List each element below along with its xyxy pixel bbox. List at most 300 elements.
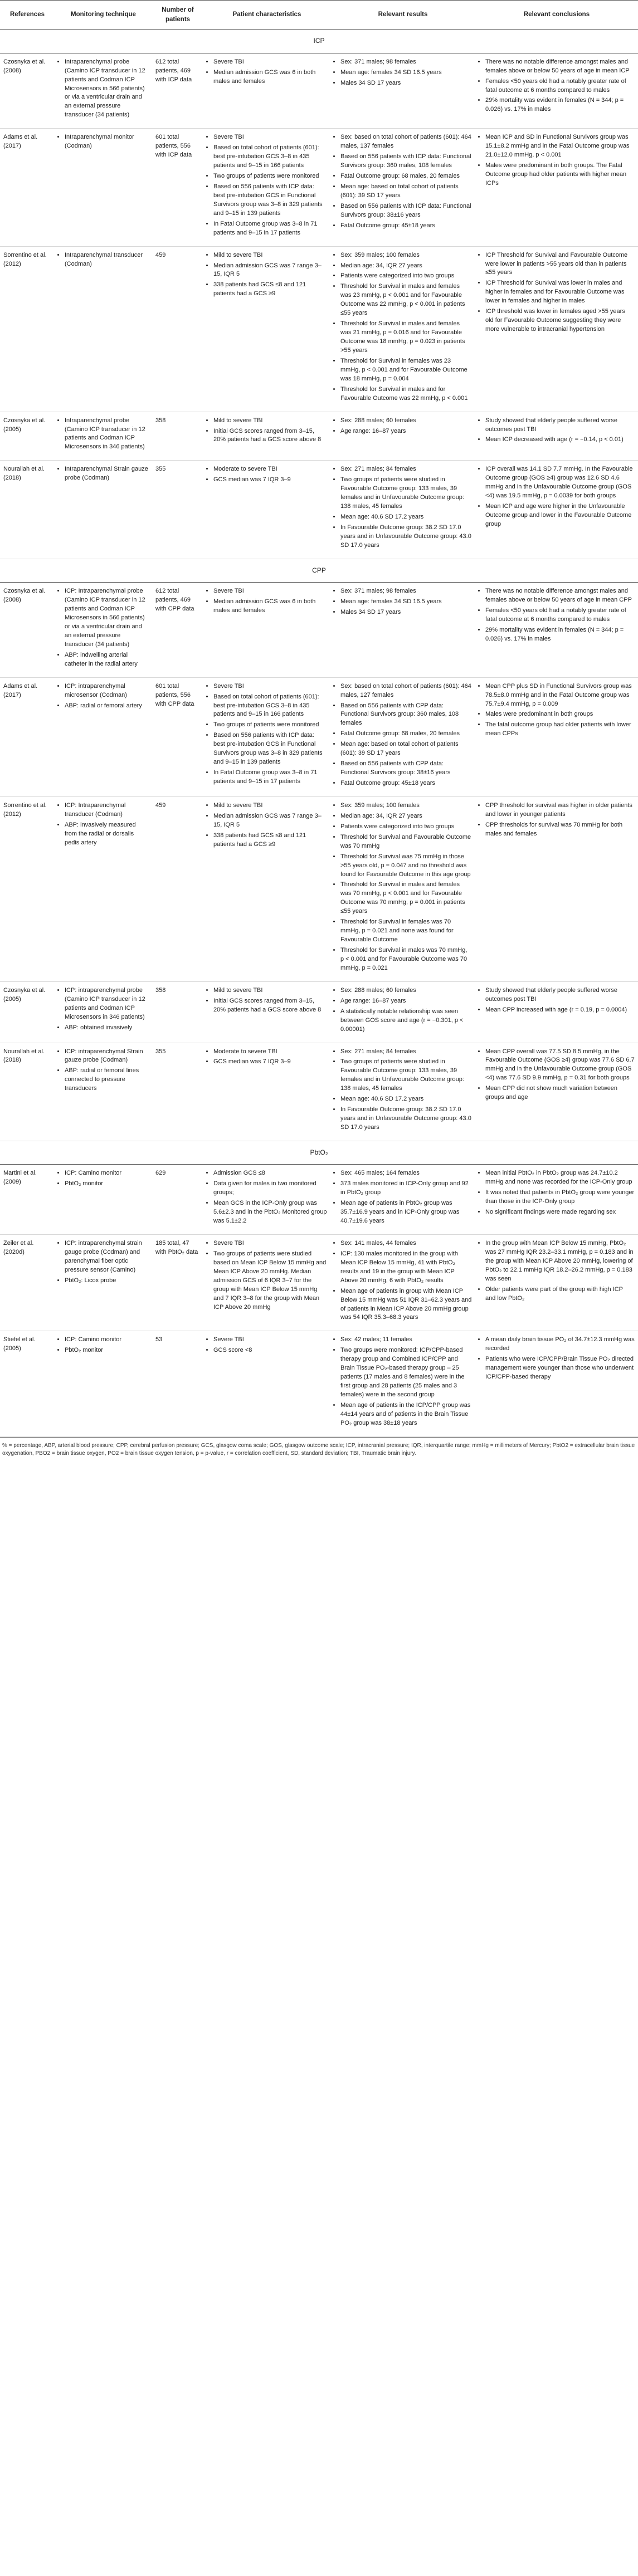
characteristic-item: • GCS median was 7 IQR 3–9 [213,476,327,485]
conclusion-item: • Mean CPP did not show much variation between groups and age [485,1084,635,1102]
characteristic-item: • Two groups of patients were studied based on Mean ICP Below 15 mmHg and Mean ICP Above 20 mmHg. Median admission GCS of 6 IQR 3–7 for the group with Mean ICP Below 15 mmHg and 7 IQR 3–8 for the group with Mean ICP Above 20 mmHg [213,1250,327,1312]
table-row [0,583,638,677]
reference-cell: Sorrentino et al. (2012) [0,796,55,981]
result-list [334,58,472,88]
conclusions-cell [475,53,638,129]
reference-cell: Zeiler et al. (2020d) [0,1234,55,1331]
conclusion-item: • CPP thresholds for survival was 70 mmHg for both males and females [485,821,635,839]
result-item: • Mean age: 40.6 SD 17.2 years [340,1095,472,1104]
technique-list [58,251,149,269]
result-item: • Males 34 SD 17 years [340,608,472,617]
table-row [0,53,638,129]
characteristic-list [207,417,327,445]
characteristic-item: • Data given for males in two monitored groups; [213,1180,327,1197]
conclusions-cell [475,1043,638,1141]
results-cell [330,246,475,412]
table-row [0,461,638,559]
patient-count-cell: 601 total patients, 556 with CPP data [152,677,203,796]
conclusion-item: • The fatal outcome group had older patients with lower mean CPPs [485,721,635,739]
table-body [0,30,638,1436]
conclusion-item: • In the group with Mean ICP Below 15 mmHg, PbtO₂ was 27 mmHg IQR 23.2–33.1 mmHg, p = 0.183 and in the group with Mean ICP Above 20 mmHg, lowering of PbtO₂ to 22.1 mmHg IQR 18.2–26.2 mmHg, p = 0.183 was seen [485,1239,635,1284]
conclusion-list [479,587,635,644]
results-cell [330,129,475,246]
reference-cell: Stiefel et al. (2005) [0,1331,55,1436]
characteristic-item: • Severe TBI [213,133,327,142]
characteristics-cell [203,461,330,559]
result-item: • A statistically notable relationship was seen between GOS score and age (r = −0.301, p < 0.00001) [340,1008,472,1034]
characteristics-cell [203,677,330,796]
conclusion-list [479,801,635,839]
result-list [334,1239,472,1322]
technique-item: • ABP: invasively measured from the radial or dorsalis pedis artery [65,821,149,848]
conclusions-cell [475,796,638,981]
conclusion-item: • CPP threshold for survival was higher in older patients and lower in younger patients [485,801,635,819]
characteristic-item: • Admission GCS ≤8 [213,1169,327,1178]
table-row [0,1165,638,1235]
result-item: • Mean age of patients in the ICP/CPP group was 44±14 years and of patients in the Brain Tissue PO₂ group was 38±18 years [340,1401,472,1428]
technique-list [58,1048,149,1094]
result-item: • Mean age of patients in PbtO₂ group was 35.7±16.9 years and in ICP-Only group was 40.7±19.6 years [340,1199,472,1226]
results-cell [330,53,475,129]
technique-list [58,1169,149,1189]
result-item: • Two groups were monitored: ICP/CPP-based therapy group and Combined ICP/CPP and Brain Tissue PO₂-based therapy group – 25 patients (17 males and 8 females) were in the first group and 28 patients (25 males and 3 females) were in the second group [340,1346,472,1400]
characteristics-cell [203,1043,330,1141]
technique-cell [55,53,152,129]
technique-cell [55,796,152,981]
technique-cell [55,461,152,559]
characteristic-item: • Median admission GCS was 6 in both males and females [213,598,327,615]
result-item: • Patients were categorized into two groups [340,272,472,281]
reference-cell: Czosnyka et al. (2005) [0,412,55,461]
technique-item: • ABP: indwelling arterial catheter in the radial artery [65,651,149,669]
characteristic-item: • Based on total cohort of patients (601): best pre-intubation GCS 3–8 in 435 patients and 9–15 in 166 patients [213,144,327,170]
conclusion-item: • Patients who were ICP/CPP/Brain Tissue PO₂ directed management were younger than those who underwent ICP/CPP-based therapy [485,1355,635,1382]
result-item: • Sex: 371 males; 98 females [340,58,472,67]
conclusion-list [479,986,635,1015]
technique-item: • ICP: intraparenchymal Strain gauze probe (Codman) [65,1048,149,1065]
characteristics-cell [203,583,330,677]
result-list [334,465,472,550]
result-item: • Mean age: based on total cohort of patients (601): 39 SD 17 years [340,183,472,201]
result-item: • Sex: 141 males, 44 females [340,1239,472,1248]
characteristics-cell [203,1331,330,1436]
conclusion-item: • ICP Threshold for Survival was lower in males and higher in females and for Favourable Outcome was lower in females and higher in males [485,279,635,306]
result-item: • Threshold for Survival in females was 70 mmHg, p = 0.021 and none was found for Favourable Outcome [340,918,472,945]
conclusion-item: • Females <50 years old had a notably greater rate of fatal outcome at 6 months compared to males [485,607,635,624]
column-header: References [0,1,55,30]
technique-list [58,1336,149,1355]
characteristics-cell [203,246,330,412]
characteristic-item: • Two groups of patients were monitored [213,721,327,730]
result-item: • Sex: 42 males; 11 females [340,1336,472,1345]
characteristic-item: • Mean GCS in the ICP-Only group was 5.6±2.3 and in the PbtO₂ Monitored group was 5.1±2.2 [213,1199,327,1226]
technique-cell [55,1165,152,1235]
patient-count-cell: 459 [152,796,203,981]
table-row [0,1331,638,1436]
conclusion-item: • No significant findings were made regarding sex [485,1208,635,1217]
conclusion-list [479,251,635,334]
result-list [334,587,472,617]
conclusion-item: • Males were predominant in both groups. The Fatal Outcome group had older patients with higher mean ICPs [485,162,635,188]
results-cell [330,1043,475,1141]
technique-list [58,587,149,668]
reference-cell: Martini et al. (2009) [0,1165,55,1235]
results-cell [330,981,475,1043]
technique-cell [55,677,152,796]
result-item: • Threshold for Survival and Favourable Outcome was 70 mmHg [340,833,472,851]
conclusion-item: • ICP threshold was lower in females aged >55 years old for Favourable Outcome suggesting they were more vulnerable to intracranial hypertension [485,307,635,334]
technique-item: • ICP: Camino monitor [65,1336,149,1345]
characteristic-list [207,587,327,615]
patient-count-cell: 355 [152,461,203,559]
characteristic-item: • Severe TBI [213,58,327,67]
results-cell [330,1165,475,1235]
result-item: • Threshold for Survival in males and females was 23 mmHg, p < 0.001 and for Favourable Outcome was 22 mmHg, p < 0.001 in patients ≤55 years [340,282,472,318]
technique-cell [55,981,152,1043]
result-item: • Threshold for Survival in males and females was 70 mmHg, p < 0.001 and for Favourable Outcome was 70 mmHg, p = 0.001 in patients ≤55 years [340,881,472,916]
conclusion-item: • Females <50 years old had a notably greater rate of fatal outcome at 6 months compared to males [485,77,635,95]
conclusion-list [479,1048,635,1103]
reference-cell: Adams et al. (2017) [0,129,55,246]
technique-list [58,986,149,1033]
result-item: • Threshold for Survival in males and females was 21 mmHg, p = 0.016 and for Favourable Outcome was 18 mmHg, p = 0.023 in patients >55 years [340,320,472,355]
patient-count-cell: 53 [152,1331,203,1436]
characteristic-list [207,801,327,849]
result-item: • ICP: 130 males monitored in the group with Mean ICP Below 15 mmHg, 41 with PbtO₂ results and 19 in the group with Mean ICP Above 20 mmHg, 6 with PbtO₂ results [340,1250,472,1285]
result-item: • In Favourable Outcome group: 38.2 SD 17.0 years and in Unfavourable Outcome group: 43.0 SD 17.0 years [340,1106,472,1132]
technique-item: • ICP: intraparenchymal strain gauge probe (Codman) and parenchymal fiber optic pressure sensor (Camino) [65,1239,149,1275]
results-cell [330,583,475,677]
result-item: • Threshold for Survival in males and for Favourable Outcome was 22 mmHg, p < 0.001 [340,385,472,403]
characteristic-item: • Based on total cohort of patients (601): best pre-intubation GCS 3–8 in 435 patients and 9–15 in 166 patients [213,693,327,720]
table-row [0,677,638,796]
characteristic-item: • Initial GCS scores ranged from 3–15, 20% patients had a GCS score above 8 [213,997,327,1015]
patient-count-cell: 601 total patients, 556 with ICP data [152,129,203,246]
results-cell [330,677,475,796]
technique-cell [55,1234,152,1331]
characteristic-item: • Severe TBI [213,682,327,691]
header-row [0,1,638,30]
conclusion-item: • Mean CPP plus SD in Functional Survivors group was 78.5±8.0 mmHg and in the Fatal Outcome group was 75.7±9.4 mmHg, p = 0.009 [485,682,635,709]
conclusions-cell [475,981,638,1043]
result-item: • Fatal Outcome group: 45±18 years [340,222,472,231]
characteristic-item: • Severe TBI [213,587,327,596]
technique-list [58,58,149,120]
technique-cell [55,1331,152,1436]
technique-list [58,133,149,151]
characteristic-item: • Mild to severe TBI [213,801,327,810]
column-header: Monitoring technique [55,1,152,30]
conclusions-cell [475,677,638,796]
table-footnote: % = percentage, ABP, arterial blood pressure; CPP, cerebral perfusion pressure; GCS, glasgow coma scale; GOS, glasgow outcome scale; ICP, intracranial pressure; IQR, interquartile range; mmHg = millimeters of Mercury; PbtO2 = extracellular brain tissue oxygenation, PBO2 = brain tissue oxygen, PO2 = brain tissue oxygen tension, p = p-value, r = correlation coefficient, SD, standard deviation; TBI, Traumatic brain injury. [0,1437,638,1463]
result-item: • Median age: 34, IQR 27 years [340,262,472,271]
result-item: • In Favourable Outcome group: 38.2 SD 17.0 years and in Unfavourable Outcome group: 43.0 SD 17.0 years [340,524,472,550]
characteristic-item: • Moderate to severe TBI [213,465,327,474]
column-header: Relevant conclusions [475,1,638,30]
characteristic-list [207,1048,327,1067]
result-item: • Sex: 271 males; 84 females [340,1048,472,1057]
result-item: • Mean age: 40.6 SD 17.2 years [340,513,472,522]
result-item: • Age range: 16–87 years [340,427,472,436]
result-item: • Mean age: based on total cohort of patients (601): 39 SD 17 years [340,740,472,758]
result-item: • Threshold for Survival in males was 70 mmHg, p < 0.001 and for Favourable Outcome was 70 mmHg, p = 0.021 [340,946,472,973]
characteristic-list [207,682,327,786]
column-header: Relevant results [330,1,475,30]
result-list [334,1336,472,1428]
technique-item: • ICP: Intraparenchymal probe (Camino ICP transducer in 12 patients and Codman ICP Microsensors in 566 patients) or via a ventricular drain and an external pressure transducer (34 patients) [65,587,149,649]
section-row [0,30,638,53]
conclusion-item: • Mean CPP overall was 77.5 SD 8.5 mmHg, in the Favourable Outcome (GOS ≥4) group was 77.6 SD 6.7 mmHg and in the Unfavourable Outcome group (GOS <4) was 77.6 SD 9.9 mmHg, p = 0.31 for both groups [485,1048,635,1083]
characteristics-cell [203,129,330,246]
section-row [0,1141,638,1164]
result-item: • Two groups of patients were studied in Favourable Outcome group: 133 males, 39 females and in Unfavourable Outcome group: 138 males, 45 females [340,476,472,511]
technique-item: • PbtO₂: Licox probe [65,1277,149,1285]
result-item: • 373 males monitored in ICP-Only group and 92 in PbtO₂ group [340,1180,472,1197]
conclusion-item: • There was no notable difference amongst males and females above or below 50 years of age in mean ICP [485,58,635,76]
result-item: • Sex: 288 males; 60 females [340,986,472,995]
characteristic-item: • Severe TBI [213,1336,327,1345]
conclusions-cell [475,583,638,677]
characteristic-list [207,986,327,1015]
technique-list [58,465,149,483]
technique-item: • ICP: Camino monitor [65,1169,149,1178]
technique-item: • ICP: Intraparenchymal transducer (Codman) [65,801,149,819]
result-item: • Threshold for Survival in females was 23 mmHg, p < 0.001 and for Favourable Outcome was 18 mmHg, p = 0.004 [340,357,472,384]
characteristic-item: • Mild to severe TBI [213,986,327,995]
characteristic-list [207,1239,327,1312]
characteristic-list [207,1336,327,1355]
conclusion-list [479,133,635,188]
result-item: • Sex: based on total cohort of patients (601): 464 males, 127 females [340,682,472,700]
result-item: • Mean age: females 34 SD 16.5 years [340,69,472,77]
result-item: • Based on 556 patients with CPP data: Functional Survivors group: 360 males, 108 females [340,702,472,729]
characteristic-item: • In Fatal Outcome group was 3–8 in 71 patients and 9–15 in 17 patients [213,220,327,238]
characteristics-cell [203,1234,330,1331]
technique-list [58,417,149,452]
result-list [334,986,472,1034]
characteristic-item: • Initial GCS scores ranged from 3–15, 20% patients had a GCS score above 8 [213,427,327,445]
patient-count-cell: 185 total, 47 with PbtO₂ data [152,1234,203,1331]
patient-count-cell: 358 [152,981,203,1043]
characteristic-list [207,251,327,299]
characteristic-item: • Two groups of patients were monitored [213,172,327,181]
result-item: • Fatal Outcome group: 68 males, 20 females [340,730,472,739]
result-item: • Mean age of patients in group with Mean ICP Below 15 mmHg was 51 IQR 31–62.3 years and of patients in Mean ICP Above 20 mmHg group was 54 IQR 35.3–68.3 years [340,1287,472,1323]
conclusion-item: • A mean daily brain tissue PO₂ of 34.7±12.3 mmHg was recorded [485,1336,635,1353]
result-item: • Two groups of patients were studied in Favourable Outcome group: 133 males, 39 females and in Unfavourable Outcome group: 138 males, 45 females [340,1058,472,1093]
section-title: ICP [0,30,638,53]
result-item: • Sex: 288 males; 60 females [340,417,472,426]
conclusions-cell [475,1165,638,1235]
result-item: • Based on 556 patients with CPP data: Functional Survivors group: 38±16 years [340,760,472,778]
technique-cell [55,246,152,412]
characteristic-item: • Mild to severe TBI [213,251,327,260]
conclusions-cell [475,1234,638,1331]
table-header [0,1,638,30]
conclusion-item: • Study showed that elderly people suffered worse outcomes post TBI [485,986,635,1004]
conclusion-item: • Older patients were part of the group with high ICP and low PbtO₂ [485,1285,635,1303]
conclusion-item: • Mean ICP and SD in Functional Survivors group was 15.1±8.2 mmHg and in the Fatal Outcome group was 21.0±12.0 mmHg, p < 0.001 [485,133,635,160]
results-cell [330,1234,475,1331]
result-item: • Sex: 271 males; 84 females [340,465,472,474]
characteristics-cell [203,53,330,129]
technique-item: • ICP: intraparenchymal probe (Camino ICP transducer in 12 patients and Codman ICP Microsensors in 346 patients) [65,986,149,1022]
patient-count-cell: 612 total patients, 469 with CPP data [152,583,203,677]
conclusion-item: • ICP Threshold for Survival and Favourable Outcome were lower in patients >55 years old than in patients ≤55 years [485,251,635,278]
result-item: • Sex: 359 males; 100 females [340,251,472,260]
technique-cell [55,412,152,461]
technique-item: • Intraparenchymal monitor (Codman) [65,133,149,151]
characteristic-item: • GCS score <8 [213,1346,327,1355]
table-row [0,129,638,246]
characteristic-item: • Median admission GCS was 6 in both males and females [213,69,327,86]
result-item: • Mean age: females 34 SD 16.5 years [340,598,472,607]
reference-cell: Czosnyka et al. (2008) [0,53,55,129]
technique-item: • ABP: radial or femoral lines connected to pressure transducers [65,1067,149,1093]
characteristic-item: • 338 patients had GCS ≤8 and 121 patients had a GCS ≥9 [213,832,327,849]
result-item: • Fatal Outcome group: 45±18 years [340,779,472,788]
characteristic-item: • Median admission GCS was 7 range 3–15, IQR 5 [213,812,327,830]
section-title: PbtO₂ [0,1141,638,1164]
conclusion-item: • Mean ICP and age were higher in the Unfavourable Outcome group and lower in the Favourable Outcome group [485,502,635,529]
conclusion-item: • Mean initial PbtO₂ in PbtO₂ group was 24.7±10.2 mmHg and none was recorded for the ICP-Only group [485,1169,635,1187]
characteristic-item: • Median admission GCS was 7 range 3–15, IQR 5 [213,262,327,280]
technique-item: • Intraparenchymal transducer (Codman) [65,251,149,269]
result-list [334,801,472,973]
conclusion-list [479,58,635,115]
results-cell [330,796,475,981]
characteristics-cell [203,1165,330,1235]
section-title: CPP [0,559,638,582]
result-item: • Sex: 371 males; 98 females [340,587,472,596]
technique-item: • ICP: intraparenchymal microsensor (Codman) [65,682,149,700]
results-cell [330,412,475,461]
conclusion-item: • Study showed that elderly people suffered worse outcomes post TBI [485,417,635,434]
technique-list [58,682,149,711]
characteristic-item: • Moderate to severe TBI [213,1048,327,1057]
column-header: Patient characteristics [203,1,330,30]
conclusions-cell [475,461,638,559]
reference-cell: Sorrentino et al. (2012) [0,246,55,412]
technique-item: • Intraparenchymal probe (Camino ICP transducer in 12 patients and Codman ICP Microsensors in 566 patients) or via a ventricular drain and an external pressure transducer (34 patients) [65,58,149,120]
characteristic-list [207,1169,327,1226]
patient-count-cell: 355 [152,1043,203,1141]
table-row [0,796,638,981]
result-item: • Fatal Outcome group: 68 males, 20 females [340,172,472,181]
characteristic-list [207,133,327,237]
technique-item: • Intraparenchymal probe (Camino ICP transducer in 12 patients and Codman ICP Microsensors in 346 patients) [65,417,149,452]
result-item: • Sex: based on total cohort of patients (601): 464 males, 137 females [340,133,472,151]
characteristics-cell [203,796,330,981]
conclusions-cell [475,129,638,246]
conclusion-list [479,465,635,529]
conclusion-list [479,1239,635,1303]
table-row [0,981,638,1043]
result-item: • Based on 556 patients with ICP data: Functional Survivors group: 38±16 years [340,202,472,220]
result-item: • Threshold for Survival was 75 mmHg in those >55 years old, p = 0.047 and no threshold was found for Favourable Outcome in this age group [340,853,472,879]
table-row [0,412,638,461]
characteristic-item: • Based on 556 patients with ICP data: best pre-intubation GCS in Functional Survivors group was 3–8 in 329 patients and 9–15 in 139 patients [213,183,327,218]
conclusion-item: • ICP overall was 14.1 SD 7.7 mmHg. In the Favourable Outcome group (GOS ≥4) group was 12.6 SD 4.6 mmHg and in the Unfavourable Outcome group (GOS <4) was 19.5 mmHg, p = 0.0039 for both groups [485,465,635,501]
conclusions-cell [475,412,638,461]
characteristic-item: • In Fatal Outcome group was 3–8 in 71 patients and 9–15 in 17 patients [213,769,327,786]
characteristics-cell [203,412,330,461]
result-item: • Patients were categorized into two groups [340,823,472,832]
conclusions-cell [475,246,638,412]
reference-cell: Adams et al. (2017) [0,677,55,796]
conclusion-item: • It was noted that patients in PbtO₂ group were younger than those in the ICP-Only group [485,1189,635,1206]
reference-cell: Nourallah et al. (2018) [0,1043,55,1141]
characteristic-item: • GCS median was 7 IQR 3–9 [213,1058,327,1067]
conclusion-item: • Mean CPP increased with age (r = 0.19, p = 0.0004) [485,1006,635,1015]
reference-cell: Nourallah et al. (2018) [0,461,55,559]
technique-cell [55,1043,152,1141]
conclusion-list [479,682,635,739]
table-row [0,1234,638,1331]
result-list [334,251,472,403]
conclusion-item: • 29% mortality was evident in females (N = 344; p = 0.026) vs. 17% in males [485,626,635,644]
table-row [0,246,638,412]
characteristic-list [207,58,327,86]
characteristic-item: • Based on 556 patients with ICP data: best pre-intubation GCS in Functional Survivors group was 3–8 in 329 patients and 9–15 in 139 patients [213,731,327,767]
technique-item: • Intraparenchymal Strain gauze probe (Codman) [65,465,149,483]
conclusion-item: • Males were predominant in both groups [485,710,635,719]
results-cell [330,1331,475,1436]
characteristic-list [207,465,327,485]
result-list [334,1048,472,1132]
characteristics-cell [203,981,330,1043]
technique-item: • PbtO₂ monitor [65,1346,149,1355]
technique-cell [55,583,152,677]
reference-cell: Czosnyka et al. (2008) [0,583,55,677]
conclusion-list [479,1169,635,1217]
patient-count-cell: 459 [152,246,203,412]
column-header: Number of patients [152,1,203,30]
result-item: • Males 34 SD 17 years [340,79,472,88]
result-item: • Median age: 34, IQR 27 years [340,812,472,821]
reference-cell: Czosnyka et al. (2005) [0,981,55,1043]
results-cell [330,461,475,559]
conclusion-list [479,1336,635,1382]
result-item: • Based on 556 patients with ICP data: Functional Survivors group: 360 males, 108 females [340,153,472,170]
technique-item: • ABP: radial or femoral artery [65,702,149,711]
patient-count-cell: 612 total patients, 469 with ICP data [152,53,203,129]
conclusions-cell [475,1331,638,1436]
result-item: • Age range: 16–87 years [340,997,472,1006]
characteristic-item: • 338 patients had GCS ≤8 and 121 patients had a GCS ≥9 [213,281,327,299]
conclusion-item: • Mean ICP decreased with age (r = −0.14, p < 0.01) [485,436,635,444]
result-item: • Sex: 465 males; 164 females [340,1169,472,1178]
result-list [334,133,472,230]
conclusion-list [479,417,635,445]
result-list [334,417,472,436]
table-row [0,1043,638,1141]
technique-cell [55,129,152,246]
technique-list [58,1239,149,1285]
characteristic-item: • Mild to severe TBI [213,417,327,426]
conclusion-item: • There was no notable difference amongst males and females above or below 50 years of age in mean CPP [485,587,635,605]
section-row [0,559,638,582]
patient-count-cell: 629 [152,1165,203,1235]
result-item: • Sex: 359 males; 100 females [340,801,472,810]
conclusion-item: • 29% mortality was evident in females (N = 344; p = 0.026) vs. 17% in males [485,96,635,114]
technique-item: • ABP: obtained invasively [65,1024,149,1033]
patient-count-cell: 358 [152,412,203,461]
result-list [334,1169,472,1226]
result-list [334,682,472,788]
characteristic-item: • Severe TBI [213,1239,327,1248]
technique-item: • PbtO₂ monitor [65,1180,149,1189]
